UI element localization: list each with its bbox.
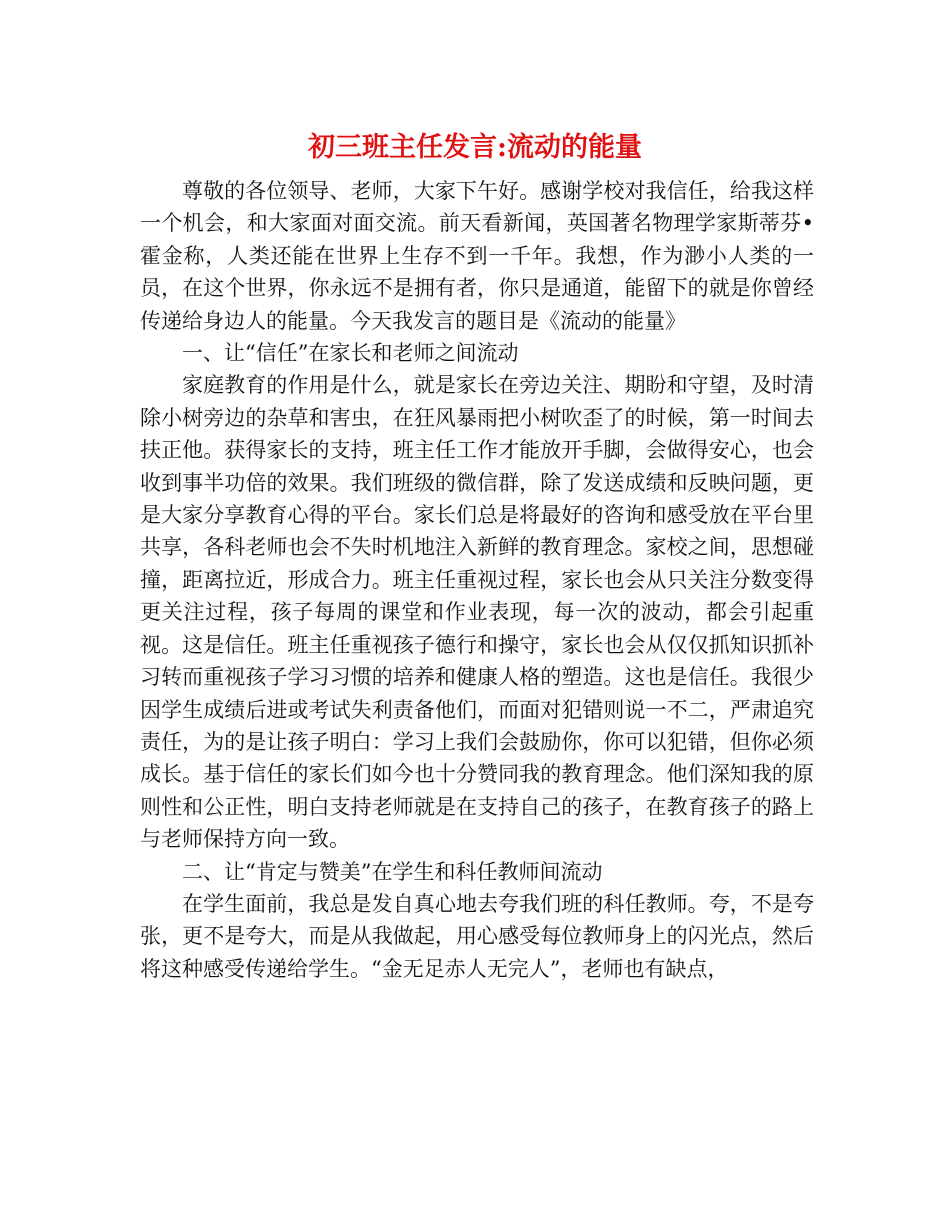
section-heading-trust: 一、让“信任”在家长和老师之间流动 — [182, 341, 519, 366]
document-title: 初三班主任发言:流动的能量 — [308, 132, 642, 163]
paragraph-trust: 家庭教育的作用是什么，就是家长在旁边关注、期盼和守望，及时清除小树旁边的杂草和害虫，在狂风暴雨把小树吹歪了的时候，第一时间去扶正他。获得家长的支持，班主任工作才能放开手脚，会做得安心，也会收到事半功倍的效果。我们班级的微信群，除了发送成绩和反映问题，更是大家分享教育心得的平台。家长们总是将最好的咨询和感受放在平台里共享，各科老师也会不失时机地注入新鲜的教育理念。家校之间，思想碰撞，距离拉近，形成合力。班主任重视过程，家长也会从只关注分数变得更关注过程，孩子每周的课堂和作业表现，每一次的波动，都会引起重视。这是信任。班主任重视孩子德行和操守，家长也会从仅仅抓知识抓补习转而重视孩子学习习惯的培养和健康人格的塑造。这也是信任。我很少因学生成绩后进或考试失利责备他们，而面对犯错则说一不二，严肃追究责任，为的是让孩子明白：学习上我们会鼓励你，你可以犯错，但你必须成长。基于信任的家长们如今也十分赞同我的教育理念。他们深知我的原则性和公正性，明白支持老师就是在支持自己的孩子，在教育孩子的路上与老师保持方向一致。 — [140, 373, 814, 852]
document-body — [140, 175, 814, 985]
section-heading-praise: 二、让“肯定与赞美”在学生和科任教师间流动 — [182, 859, 603, 884]
paragraph-greeting: 尊敬的各位领导、老师，大家下午好。感谢学校对我信任，给我这样一个机会，和大家面对面交流。前天看新闻，英国著名物理学家斯蒂芬•霍金称，人类还能在世界上生存不到一千年。我想，作为渺小人类的一员，在这个世界，你永远不是拥有者，你只是通道，能留下的就是你曾经传递给身边人的能量。今天我发言的题目是《流动的能量》 — [140, 179, 814, 333]
paragraph-praise: 在学生面前，我总是发自真心地去夸我们班的科任教师。夸，不是夸张，更不是夸大，而是从我做起，用心感受每位教师身上的闪光点，然后将这种感受传递给学生。“金无足赤人无完人”，老师也有缺点， — [140, 891, 814, 981]
